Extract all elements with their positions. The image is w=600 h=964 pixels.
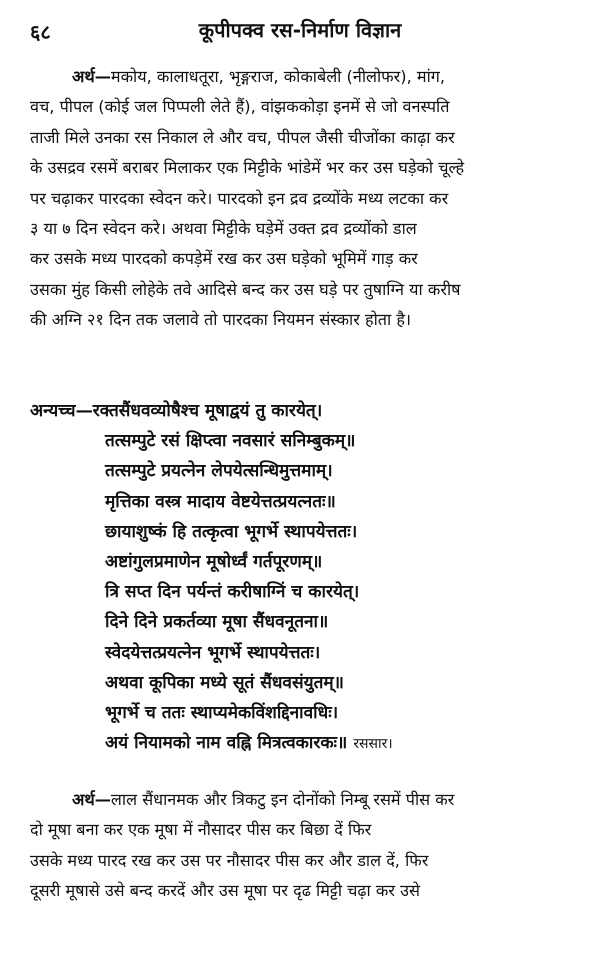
- sanskrit-verse-block: [30, 396, 590, 758]
- paragraph-label: अर्थ—: [72, 67, 111, 86]
- verse-line: तत्सम्पुटे प्रयत्नेन लेपयेत्सन्धिमुत्तमाम्।: [105, 461, 333, 482]
- verse-line: अथवा कूपिका मध्ये सूतं सैंधवसंयुतम्॥: [105, 672, 344, 693]
- paragraph-line: दूसरी मूषासे उसे बन्द करदें और उस मूषा पर दृढ मिट्टी चढ़ा कर उसे: [30, 881, 420, 901]
- paragraph-label: अर्थ—: [72, 790, 111, 809]
- verse-line: अष्टांगुलप्रमाणेन मूषोर्ध्वं गर्तपूरणम्॥: [105, 551, 323, 572]
- paragraph-line: ताजी मिले उनका रस निकाल ले और वच, पीपल जैसी चीजोंका काढ़ा कर: [30, 127, 455, 147]
- verse-line: मृत्तिका वस्त्र मादाय वेष्टयेत्तत्प्रयत्नतः॥: [105, 491, 336, 512]
- verse-line: छायाशुष्कं हि तत्कृत्वा भूगर्भे स्थापयेत्ततः।: [105, 521, 358, 542]
- verse-line: अयं नियामको नाम वह्नि मित्रत्वकारकः॥ रससार।: [105, 733, 393, 754]
- paragraph-line: उसके मध्य पारद रख कर उस पर नौसादर पीस कर और डाल दें, फिर: [30, 850, 429, 870]
- paragraph-line: के उसद्रव रसमें बराबर मिलाकर एक मिट्टीके भांडेमें भर कर उस घड़ेको चूल्हे: [30, 158, 465, 178]
- verse-line: अन्यच्च—रक्तसैंधवव्योषैश्च मूषाद्वयं तु कारयेत्।: [30, 401, 323, 421]
- verse-label: अन्यच्च—: [30, 401, 93, 421]
- verse-line: भूगर्भे च ततः स्थाप्यमेकविंशद्दिनावधिः।: [105, 702, 339, 723]
- paragraph-meaning-2: [30, 785, 576, 907]
- paragraph-line: उसका मुंह किसी लोहेके तवे आदिसे बन्द कर उस घड़े पर तुषाग्नि या करीष: [30, 279, 461, 299]
- verse-source: रससार।: [353, 736, 393, 753]
- paragraph-line: दो मूषा बना कर एक मूषा में नौसादर पीस कर बिछा दें फिर: [30, 820, 372, 840]
- paragraph-line: कर उसके मध्य पारदको कपड़ेमें रख कर उस घड़ेको भूमिमें गाड़ कर: [30, 249, 418, 269]
- verse-line: दिने दिने प्रकर्तव्या मूषा सैंधवनूतना॥: [105, 612, 329, 633]
- page-header: [30, 14, 570, 48]
- page-number: ६८: [30, 20, 51, 44]
- paragraph-meaning-1: [30, 62, 576, 336]
- paragraph-line: अर्थ—लाल सैंधानमक और त्रिकटु इन दोनोंको निम्बू रसमें पीस कर: [72, 790, 455, 809]
- paragraph-line: की अग्नि २१ दिन तक जलावे तो पारदका नियमन संस्कार होता है।: [30, 310, 412, 330]
- paragraph-line: वच, पीपल (कोई जल पिप्पली लेते हैं), वांझककोड़ा इनमें से जो वनस्पति: [30, 97, 450, 117]
- paragraph-line: पर चढ़ाकर पारदका स्वेदन करे। पारदको इन द्रव द्रव्योंके मध्य लटका कर: [30, 188, 449, 208]
- verse-line: तत्सम्पुटे रसं क्षिप्त्वा नवसारं सनिम्बुकम्॥: [105, 431, 356, 452]
- paragraph-line: अर्थ—मकोय, कालाधतूरा, भृङ्गराज, कोकाबेली (नीलोफर), मांग,: [72, 67, 446, 86]
- verse-line: त्रि सप्त दिन पर्यन्तं करीषाग्निं च कारयेत्।: [105, 582, 360, 603]
- running-title: कूपीपक्व रस-निर्माण विज्ञान: [198, 18, 402, 42]
- verse-line: स्वेदयेत्तत्प्रयत्नेन भूगर्भे स्थापयेत्ततः।: [105, 642, 321, 663]
- paragraph-line: ३ या ७ दिन स्वेदन करे। अथवा मिट्टीके घड़ेमें उक्त द्रव द्रव्योंको डाल: [30, 218, 417, 238]
